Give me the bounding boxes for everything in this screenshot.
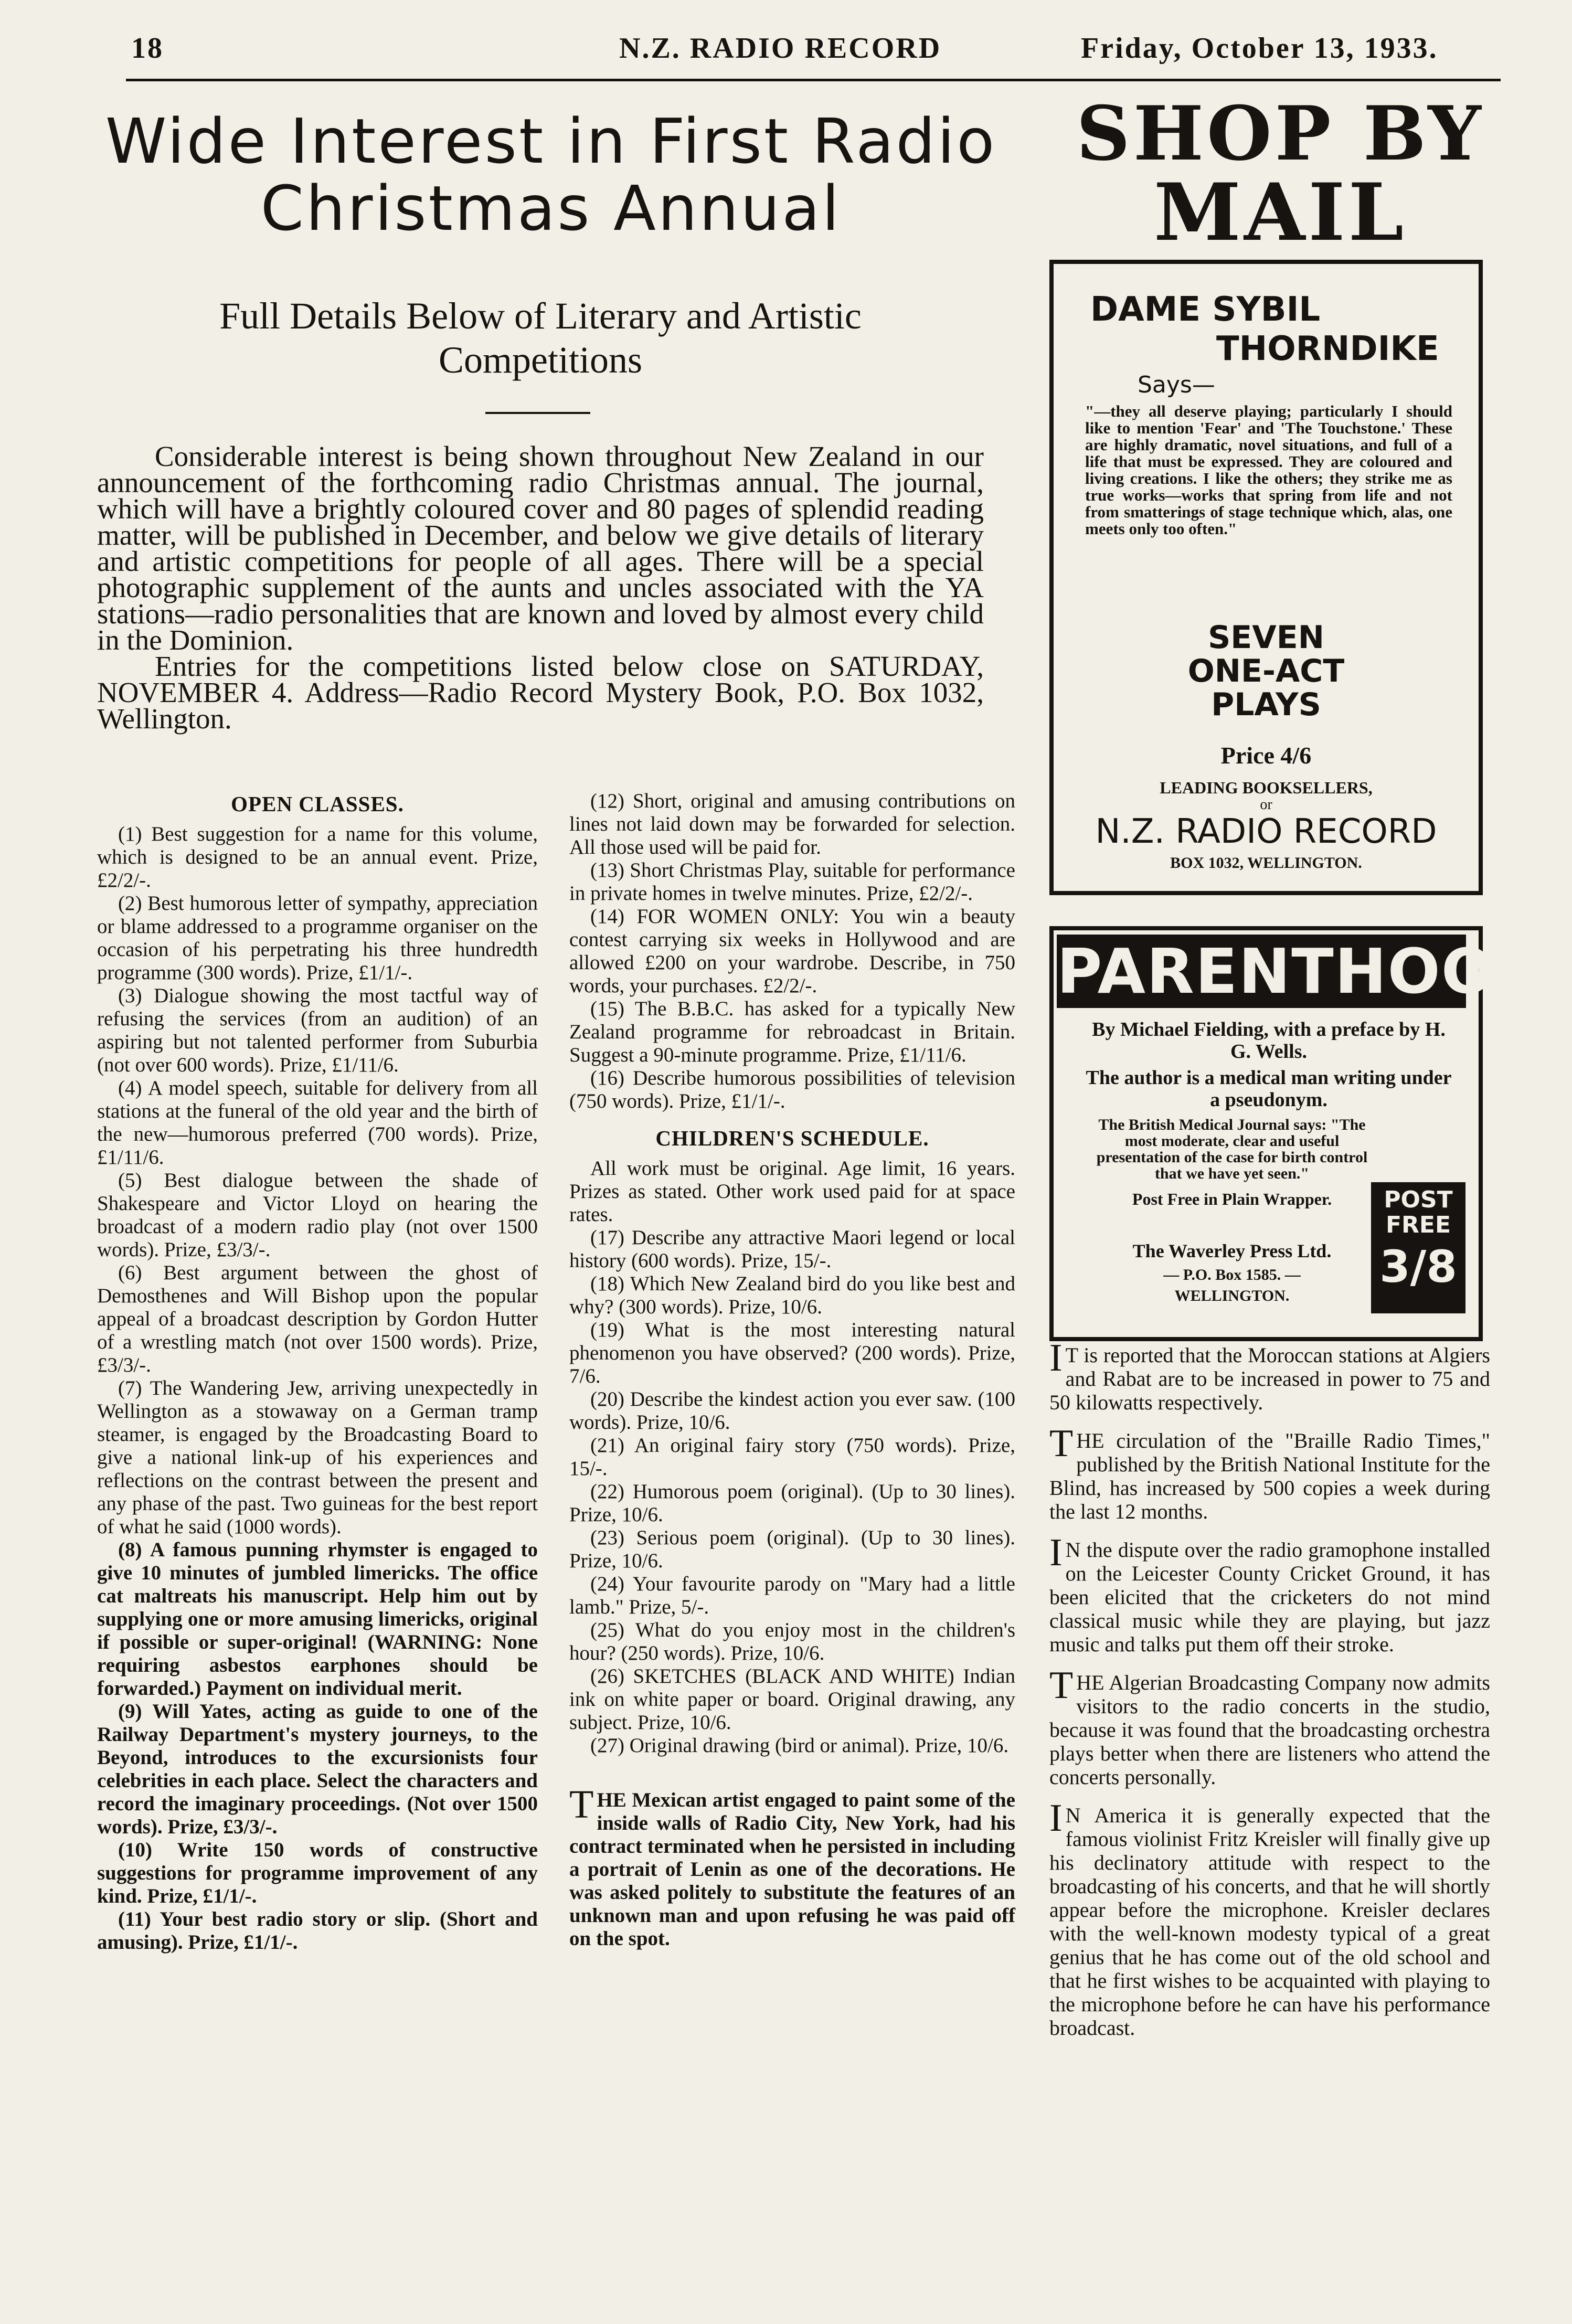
news-text: HE circulation of the "Braille Radio Times," published by the British National Institute for the Blind, has increased by 500 copies a week during the last 12 months.	[1049, 1429, 1490, 1523]
page-number: 18	[131, 32, 164, 65]
competition-item: (25) What do you enjoy most in the children's hour? (250 words). Prize, 10/6.	[569, 1619, 1015, 1664]
competition-item: (15) The B.B.C. has asked for a typically New Zealand programme for rebroadcast in Britain. Suggest a 90-minute programme. Prize, £1/11/6.	[569, 997, 1015, 1066]
advert-publisher: N.Z. RADIO RECORD	[1095, 812, 1437, 851]
book-price: Price 4/6	[1220, 742, 1312, 769]
competition-item: (6) Best argument between the ghost of Demosthenes and Will Bishop upon the popular appeal of a broadcast description by Gordon Hutter of a wrestling match (not over 1500 words). Prize, £3/3/-.	[97, 1261, 538, 1376]
drop-cap: I	[1049, 1531, 1063, 1574]
headline-line-1: Wide Interest in First Radio	[105, 105, 997, 177]
competition-item: (11) Your best radio story or slip. (Short and amusing). Prize, £1/1/-.	[97, 1908, 538, 1954]
story-text: HE Mexican artist engaged to paint some of the inside walls of Radio City, New York, had his contract terminated when he persisted in including a portrait of Lenin as one of the decorations. He was asked politely to substitute the features of an unknown man and upon refusing he was paid off on the spot.	[569, 1789, 1015, 1950]
news-text: N America it is generally expected that the famous violinist Fritz Kreisler will finally give up his declinatory attitude with respect to the broadcasting of his concerts, and that he will shortly appear before the microphone. Kreisler declares with the well-known modesty typical of a great genius that he has come out of the old school and that he first wishes to be acquainted with playing to the microphone before he can have his performance broadcast.	[1049, 1803, 1490, 2040]
post-free-badge	[1371, 1182, 1465, 1313]
competition-item: (14) FOR WOMEN ONLY: You win a beauty contest carrying six weeks in Hollywood and are allowed £200 on your wardrobe. Describe, in 750 words, your purchases. £2/2/-.	[569, 905, 1015, 997]
competition-item: (24) Your favourite parody on "Mary had a little lamb." Prize, 5/-.	[569, 1573, 1015, 1618]
drop-cap: T	[569, 1782, 594, 1827]
news-item	[1049, 1664, 1490, 1789]
advert-name-line-2: THORNDIKE	[1216, 330, 1439, 368]
article-subhead	[100, 294, 981, 382]
drop-cap: I	[1049, 1336, 1063, 1379]
competition-item: (2) Best humorous letter of sympathy, appreciation or blame addressed to a programme organiser on the occasion of his perpetrating his three hundredth programme (300 words). Prize, £1/1/-.	[97, 892, 538, 984]
mexican-artist-story	[569, 1782, 1015, 1950]
open-classes-column	[97, 792, 538, 1954]
booksellers: LEADING BOOKSELLERS,	[1160, 778, 1373, 797]
badge-line-2: FREE	[1385, 1212, 1451, 1238]
badge-price: 3/8	[1379, 1241, 1457, 1292]
subhead-divider	[485, 412, 590, 414]
advert-says: Says—	[1138, 372, 1215, 398]
publication-name: N.Z. RADIO RECORD	[619, 32, 942, 65]
parenthood-post: Post Free in Plain Wrapper.	[1132, 1190, 1332, 1208]
open-classes-heading: OPEN CLASSES.	[231, 792, 404, 816]
parenthood-publisher: The Waverley Press Ltd.	[1132, 1240, 1332, 1261]
parenthood-advert	[1049, 926, 1548, 1341]
childrens-intro: All work must be original. Age limit, 16 years. Prizes as stated. Other work used paid for at space rates.	[569, 1157, 1015, 1226]
parenthood-title: PARENTHOOD	[1057, 935, 1548, 1007]
competition-item: (10) Write 150 words of constructive suggestions for programme improvement of any kind. Prize, £1/1/-.	[97, 1839, 538, 1907]
drop-cap: T	[1049, 1422, 1074, 1465]
parenthood-city: WELLINGTON.	[1174, 1287, 1290, 1304]
advert-address: BOX 1032, WELLINGTON.	[1170, 854, 1362, 872]
thorndike-quote: "—they all deserve playing; particularly I should like to mention 'Fear' and 'The Touchstone.' These are highly dramatic, novel situations, and full of a life that must be expressed. They are coloured and living creations. I like the others; they strike me as true works—works that spring from life and not from smatterings of stage technique which, alas, one meets only too often."	[1085, 402, 1452, 538]
competition-item: (1) Best suggestion for a name for this volume, which is designed to be an annual event. Prize, £2/2/-.	[97, 823, 538, 892]
subhead-line-1: Full Details Below of Literary and Artistic	[219, 295, 862, 337]
news-text: N the dispute over the radio gramophone installed on the Leicester County Cricket Ground, it has been elicited that the cricketers do not mind classical music while they are playing, but jazz music and talks put them off their stroke.	[1049, 1538, 1490, 1656]
competition-item: (3) Dialogue showing the most tactful way of refusing the services (from an audition) of an aspiring but not talented performer from Suburbia (not over 600 words). Prize, £1/11/6.	[97, 984, 538, 1076]
advert-name-line-1: DAME SYBIL	[1090, 290, 1321, 329]
shop-line-1: SHOP BY	[1076, 90, 1484, 177]
competition-item: (21) An original fairy story (750 words). Prize, 15/-.	[569, 1434, 1015, 1480]
competition-item: (26) SKETCHES (BLACK AND WHITE) Indian ink on white paper or board. Original drawing, any subject. Prize, 10/6.	[569, 1665, 1015, 1734]
parenthood-box: — P.O. Box 1585. —	[1163, 1266, 1301, 1283]
thorndike-advert	[1049, 260, 1483, 895]
or-label: or	[1260, 797, 1272, 813]
book-title-line-2: ONE-ACT	[1187, 653, 1345, 689]
issue-date: Friday, October 13, 1933.	[1081, 32, 1438, 65]
competition-item: (23) Serious poem (original). (Up to 30 lines). Prize, 10/6.	[569, 1526, 1015, 1572]
competition-item: (22) Humorous poem (original). (Up to 30 lines). Prize, 10/6.	[569, 1480, 1015, 1526]
parenthood-byline: By Michael Fielding, with a preface by H. G. Wells.	[1092, 1018, 1446, 1063]
news-column	[1049, 1336, 1490, 2054]
competition-item: (7) The Wandering Jew, arriving unexpectedly in Wellington as a stowaway on a German tramp steamer, is engaged by the Broadcasting Board to give a national link-up of his experiences and reflections on the contrast between the present and any phase of the past. Two guineas for the best report of what he said (1000 words).	[97, 1377, 538, 1538]
competition-item: (20) Describe the kindest action you ever saw. (100 words). Prize, 10/6.	[569, 1388, 1015, 1434]
news-item	[1049, 1336, 1490, 1414]
headline-line-2: Christmas Annual	[260, 172, 842, 245]
intro-paragraph-2: Entries for the competitions listed below close on SATURDAY, NOVEMBER 4. Address—Radio Record Mystery Book, P.O. Box 1032, Wellington.	[97, 650, 984, 735]
childrens-schedule-heading: CHILDREN'S SCHEDULE.	[655, 1126, 929, 1150]
news-item	[1049, 1797, 1490, 2040]
news-item	[1049, 1531, 1490, 1656]
competition-item: (18) Which New Zealand bird do you like best and why? (300 words). Prize, 10/6.	[569, 1272, 1015, 1318]
parenthood-quote: The British Medical Journal says: "The most moderate, clear and useful presentation of the case for birth control that we have yet seen."	[1096, 1116, 1368, 1182]
competition-item: (12) Short, original and amusing contributions on lines not laid down may be forwarded for selection. All those used will be paid for.	[569, 790, 1015, 858]
article-intro	[97, 440, 984, 735]
competition-item: (17) Describe any attractive Maori legend or local history (600 words). Prize, 15/-.	[569, 1226, 1015, 1272]
competition-item: (4) A model speech, suitable for delivery from all stations at the funeral of the old year and the birth of the new—humorous preferred (700 words). Prize, £1/11/6.	[97, 1077, 538, 1169]
book-title-line-1: SEVEN	[1208, 619, 1324, 656]
competition-item: (19) What is the most interesting natural phenomenon you have observed? (200 words). Prize, 7/6.	[569, 1319, 1015, 1387]
competition-item: (27) Original drawing (bird or animal). Prize, 10/6.	[590, 1734, 1009, 1757]
competition-item: (5) Best dialogue between the shade of Shakespeare and Victor Lloyd on hearing the broadcast of a modern radio play (not over 1500 words). Prize, £3/3/-.	[97, 1169, 538, 1261]
competition-item: (9) Will Yates, acting as guide to one of the Railway Department's mystery journeys, to the Beyond, introduces to the excursionists four celebrities in each place. Select the characters and record the imaginary proceedings. (Not over 1500 words). Prize, £3/3/-.	[97, 1700, 538, 1838]
intro-paragraph-1: Considerable interest is being shown throughout New Zealand in our announcement of the forthcoming radio Christmas annual. The journal, which will have a brightly coloured cover and 80 pages of splendid reading matter, will be published in December, and below we give details of literary and artistic competitions for people of all ages. There will be a special photographic supplement of the aunts and uncles associated with the YA stations—radio personalities that are known and loved by almost every child in the Dominion.	[97, 440, 984, 656]
book-title	[1054, 621, 1479, 721]
article-headline	[84, 105, 1018, 245]
book-title-line-3: PLAYS	[1211, 686, 1321, 723]
competition-item: (8) A famous punning rhymster is engaged to give 10 minutes of jumbled limericks. The office cat maltreats his manuscript. Help him out by supplying one or more amusing limericks, original if possible or super-original! (WARNING: None requiring asbestos earphones should be forwarded.) Payment on individual merit.	[97, 1538, 538, 1700]
news-text: HE Algerian Broadcasting Company now admits visitors to the radio concerts in the studio, because it was found that the broadcasting orchestra plays better when there are listeners who attend the concerts personally.	[1049, 1671, 1490, 1789]
drop-cap: T	[1049, 1664, 1074, 1707]
drop-cap: I	[1049, 1797, 1063, 1840]
shop-by-mail-banner	[1044, 90, 1516, 259]
header-rule	[126, 79, 1501, 81]
badge-line-1: POST	[1384, 1186, 1453, 1213]
parenthood-author-note: The author is a medical man writing under a pseudonym.	[1086, 1067, 1452, 1111]
subhead-line-2: Competitions	[438, 339, 643, 381]
shop-line-2: MAIL	[1153, 166, 1407, 259]
news-text: T is reported that the Moroccan stations at Algiers and Rabat are to be increased in power to 75 and 50 kilowatts respectively.	[1049, 1343, 1490, 1414]
news-item	[1049, 1422, 1490, 1523]
competition-item: (16) Describe humorous possibilities of television (750 words). Prize, £1/1/-.	[569, 1067, 1015, 1112]
middle-column	[569, 790, 1015, 1950]
competition-item: (13) Short Christmas Play, suitable for performance in private homes in twelve minutes. Prize, £2/2/-.	[569, 859, 1015, 905]
